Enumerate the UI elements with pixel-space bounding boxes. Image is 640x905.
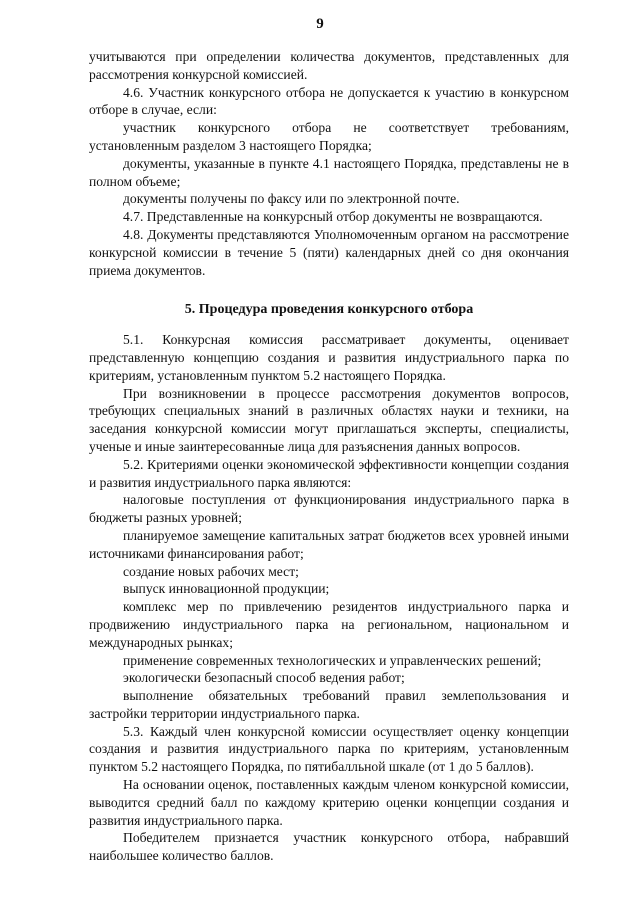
paragraph: экологически безопасный способ ведения работ; bbox=[123, 670, 405, 686]
paragraph: 5.2. Критериями оценки экономической эффективности концепции создания и развития индустриального парка являются: bbox=[89, 456, 569, 490]
page-number: 9 bbox=[316, 16, 324, 32]
paragraph: 5.3. Каждый член конкурсной комиссии осуществляет оценку концепции создания и развития индустриального парка по критериям, установленным пунктом 5.2 настоящего Порядка, по пятибалльной шкале (от 1 до 5 баллов). bbox=[89, 723, 569, 775]
paragraph: 4.6. Участник конкурсного отбора не допускается к участию в конкурсном отборе в случае, если: bbox=[89, 84, 569, 118]
paragraph: выполнение обязательных требований правил землепользования и застройки территории индустриального парка. bbox=[89, 688, 569, 721]
paragraph: налоговые поступления от функционирования индустриального парка в бюджеты разных уровней; bbox=[89, 492, 569, 526]
paragraph: документы получены по факсу или по электронной почте. bbox=[123, 191, 460, 207]
paragraph: учитываются при определении количества документов, представленных для рассмотрения конкурсной комиссией. bbox=[89, 49, 569, 82]
paragraph: На основании оценок, поставленных каждым членом конкурсной комиссии, выводится средний балл по каждому критерию оценки концепции создания и развития индустриального парка. bbox=[89, 777, 569, 828]
paragraph: планируемое замещение капитальных затрат бюджетов всех уровней иными источниками финансирования работ; bbox=[89, 527, 569, 561]
paragraph: 4.8. Документы представляются Уполномоченным органом на рассмотрение конкурсной комиссии в течение 5 (пяти) календарных дней со дня окончания приема документов. bbox=[89, 226, 569, 278]
paragraph: При возникновении в процессе рассмотрения документов вопросов, требующих специальных знаний в различных областях науки и техники, на заседания конкурсной комиссии могут приглашаться эксперты, специалисты, ученые и иные заинтересованные лица для разъяснения данных вопросов. bbox=[89, 385, 569, 454]
section-heading: 5. Процедура проведения конкурсного отбора bbox=[184, 302, 474, 318]
paragraph: 5.1. Конкурсная комиссия рассматривает документы, оценивает представленную концепцию создания и развития индустриального парка по критериям, установленным пунктом 5.2 настоящего Порядка. bbox=[89, 332, 569, 383]
paragraph: комплекс мер по привлечению резидентов индустриального парка и продвижению индустриального парка на региональном, национальном и международных рынках; bbox=[89, 599, 569, 650]
paragraph: участник конкурсного отбора не соответствует требованиям, установленным разделом 3 настоящего Порядка; bbox=[89, 120, 569, 153]
paragraph: 4.7. Представленные на конкурсный отбор документы не возвращаются. bbox=[123, 209, 543, 225]
paragraph: применение современных технологических и управленческих решений; bbox=[123, 652, 542, 668]
paragraph: выпуск инновационной продукции; bbox=[123, 581, 330, 597]
paragraph: Победителем признается участник конкурсного отбора, набравший наибольшее количество баллов. bbox=[89, 830, 569, 864]
document-body bbox=[89, 48, 569, 865]
paragraph: документы, указанные в пункте 4.1 настоящего Порядка, представлены не в полном объеме; bbox=[89, 155, 569, 189]
paragraph: создание новых рабочих мест; bbox=[123, 563, 299, 579]
